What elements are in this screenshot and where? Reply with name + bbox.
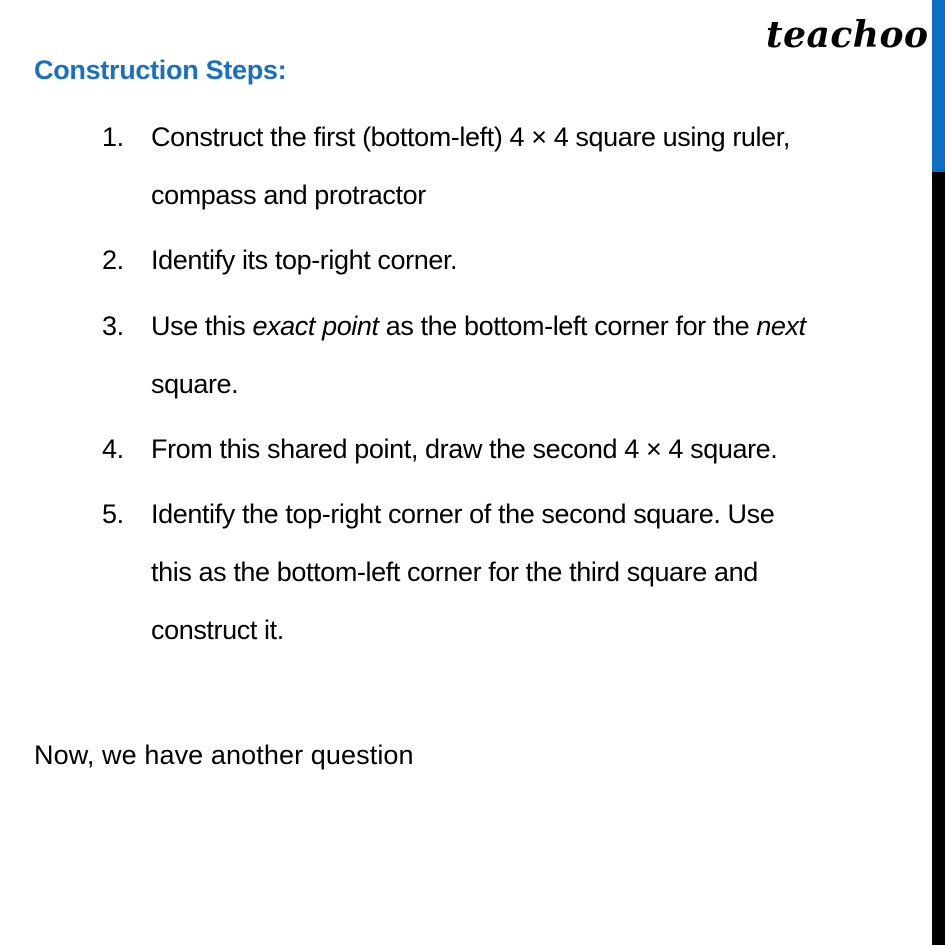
step-text: Construct the first (bottom-left) 4 × 4 square using ruler, bbox=[151, 122, 790, 152]
step-number: 4. bbox=[102, 434, 124, 464]
step-text: Identify its top-right corner. bbox=[151, 245, 458, 275]
step-number: 5. bbox=[102, 499, 124, 529]
step-text: this as the bottom-left corner for the third square and bbox=[151, 557, 758, 587]
step-text: construct it. bbox=[151, 615, 284, 645]
step-text: compass and protractor bbox=[151, 180, 426, 210]
step-number: 2. bbox=[102, 245, 124, 275]
step-number: 1. bbox=[102, 122, 124, 152]
side-bar-accent bbox=[932, 0, 945, 172]
step-text: square. bbox=[151, 369, 239, 399]
side-bar bbox=[932, 0, 945, 945]
footer-text: Now, we have another question bbox=[34, 740, 414, 770]
step-text: Use this exact point as the bottom-left corner for the next bbox=[151, 311, 806, 341]
section-heading: Construction Steps: bbox=[34, 55, 287, 85]
step-text: Identify the top-right corner of the second square. Use bbox=[151, 499, 775, 529]
step-number: 3. bbox=[102, 311, 124, 341]
step-text: From this shared point, draw the second 4 × 4 square. bbox=[151, 434, 778, 464]
teachoo-logo: teachoo bbox=[766, 14, 929, 56]
